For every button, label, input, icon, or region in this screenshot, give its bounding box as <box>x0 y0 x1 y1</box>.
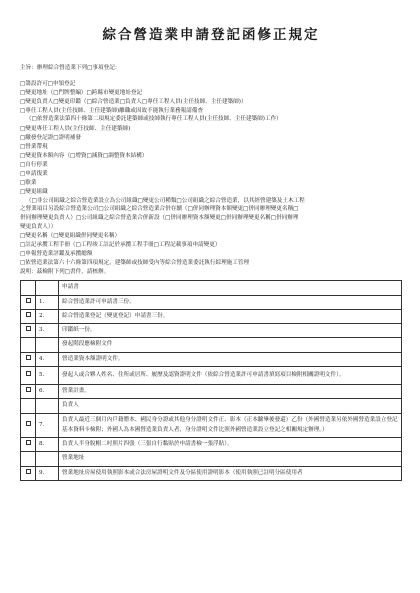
section-header: 負責人 <box>59 399 402 414</box>
option-line: □變更資本額內容（□增資□減資□調整資本結構） <box>20 152 148 159</box>
checkbox[interactable] <box>26 355 31 360</box>
option-line: □註記承攬工程手冊（□工程竣工註記於承攬工程手冊□工程記載事項申請變更） <box>20 241 221 248</box>
item-number: 3. <box>36 324 59 338</box>
item-text: 發起人或合夥人姓名、住所或居所、履歷及認資證明文件（依綜合營造業許可申請書填寫項目檢附相關證明文件）。 <box>59 367 402 385</box>
item-text: 負責人最近三個月內戶籍謄本、國民身分證或其他身分證明文件正、影本（正本驗畢後發還）乙份（外國營造業另依外國營造業設立登記基本資料卡檢附；外國人為本國營造業負責人者，身分證明文件比照外國營造業設立登記之相關規定辦理。） <box>59 414 402 438</box>
item-text: 營造業資本額證明文件。 <box>59 353 402 367</box>
item-number: 7. <box>36 414 59 438</box>
checkbox[interactable] <box>26 371 31 376</box>
option-line: □依營造業法第六十六條第四項規定，建築師或技師受內等綜合營造業委託執行綜理施工管理 <box>20 259 250 266</box>
item-text: 印鑑紙一份。 <box>59 324 402 338</box>
section-header: 發起階段應檢附文件 <box>59 338 402 353</box>
option-line: □變更組織 <box>20 189 48 196</box>
item-number: 8. <box>36 438 59 452</box>
checkbox-cell <box>21 281 36 296</box>
item-number: 6. <box>36 385 59 399</box>
checkbox[interactable] <box>26 326 31 331</box>
option-line: □變更地址（□門牌整編）□跨縣市變更地址登記 <box>20 89 143 96</box>
checkbox[interactable] <box>26 421 31 426</box>
item-number: 4. <box>36 353 59 367</box>
item-number: 5. <box>36 367 59 385</box>
option-line: （□依營造業法第四十條第二項規定委託建築師或技師執行專任工程人員(主任技師、主任建築師)工作） <box>26 116 282 123</box>
checkbox[interactable] <box>26 387 31 392</box>
item-text: 綜合營造業登記（變更登記）申請書三份。 <box>59 310 402 324</box>
item-text: 營業計畫。 <box>59 385 402 399</box>
option-line: □變更名稱（□變更組織併同變更名稱） <box>20 232 121 239</box>
option-line: 之營業項目另設綜合營造業公司□公司組織之綜合營造業合併存續（□併同辦理資本額變更□併同辦理變更名稱□ <box>20 206 299 213</box>
option-line: 併同辦理變更負責人）□公司組織之綜合營造業合併新設（□併同辦理資本額變更□併同辦理變更名稱□併同辦理 <box>20 215 299 221</box>
checkbox[interactable] <box>26 440 31 445</box>
documents-table <box>20 280 402 481</box>
option-line: □申報營造業評鑑及承攬總額 <box>20 250 93 257</box>
item-number: 9. <box>36 467 59 481</box>
option-line: □籌設許可□申領登記 <box>20 80 76 87</box>
option-line: □變更負責人□變更印鑑（□綜合營造業□負責人□專任工程人員(主任技師、主任建築師)） <box>20 98 247 105</box>
option-list <box>20 80 402 277</box>
section-header: 申請書 <box>59 281 402 296</box>
option-line: 變更負責人）） <box>20 223 57 230</box>
checkbox[interactable] <box>26 312 31 317</box>
option-line: □繳發登記證□證明補發 <box>20 134 81 141</box>
option-line: □變更專任工程人員(主任技師、主任建築師) <box>20 125 131 132</box>
option-line: □自行停業 <box>20 161 48 168</box>
item-number: 2. <box>36 310 59 324</box>
checkbox[interactable] <box>26 298 31 303</box>
option-line: □專任工程人員(主任技師、主任建築師)離職或因故不能執行業務報請備查 <box>20 107 204 114</box>
checkbox[interactable] <box>26 469 31 474</box>
option-line: □歇業 <box>20 180 37 187</box>
option-line: □營業帶現 <box>20 143 48 150</box>
item-text: 綜合營造業許可申請書三份。 <box>59 296 402 310</box>
item-text: 負責人半身脫帽二吋照片四張（三張自行黏貼於申請書檢一張浮貼）。 <box>59 438 402 452</box>
item-text: 營業地址房屋使用執照影本或合法房屋證明文件及分區使用證明影本（使用執照已註明分區使用者 <box>59 467 402 481</box>
option-line: □申請復業 <box>20 171 48 178</box>
document-title: 綜合營造業申請登記函修正規定 <box>102 27 320 43</box>
subject-line: 主旨：辦理綜合營造業下列□事項登記： <box>20 65 121 71</box>
item-number: 1. <box>36 296 59 310</box>
option-line: （□非公司組織之綜合營造業設立為公司組織□變更公司種類□公司組織之綜合營造業，以其經營建築及土木工程 <box>26 197 305 204</box>
note-line: 說明：茲檢附下列□書件，請核辦。 <box>20 268 110 275</box>
section-header: 營業地址 <box>59 452 402 467</box>
